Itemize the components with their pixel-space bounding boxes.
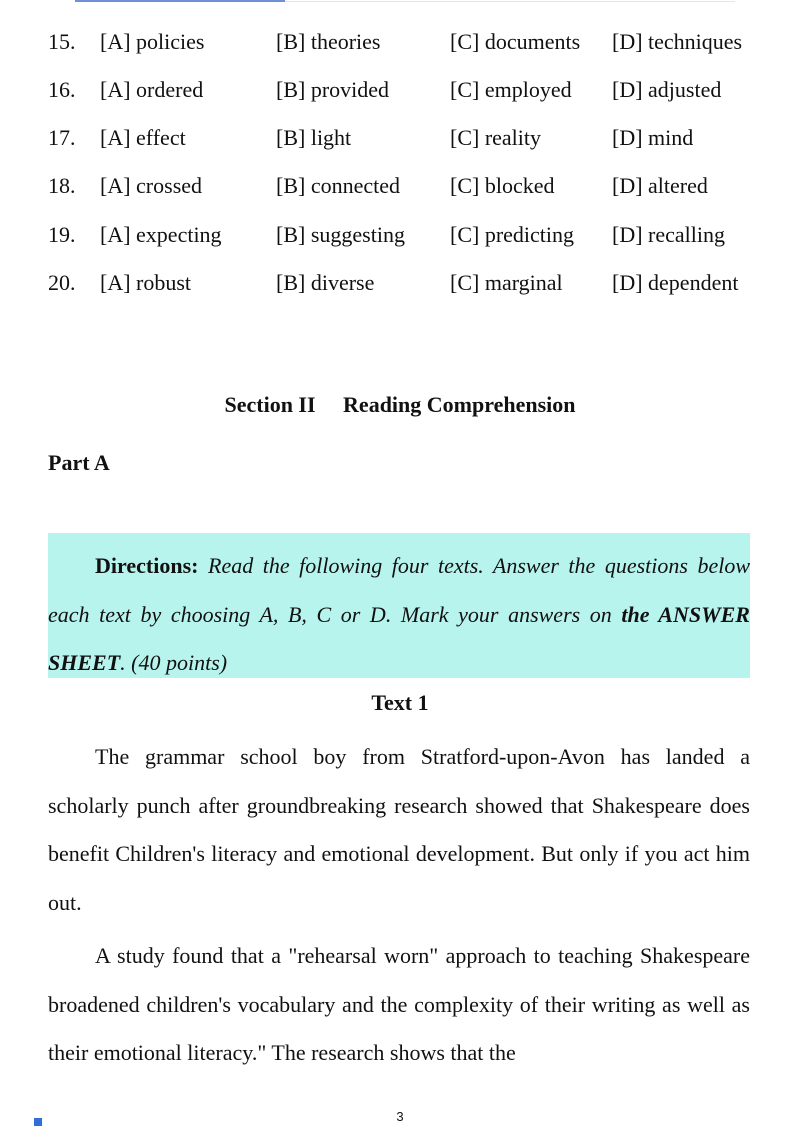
option-a: [A] effect xyxy=(100,125,186,150)
question-row-15 xyxy=(48,27,768,57)
directions-points: . (40 points) xyxy=(120,650,228,675)
directions-label: Directions: xyxy=(95,553,199,578)
directions-text: Read the following four texts. Answer the questions below each text by choosing A, B, C or D. Mark your answers on xyxy=(48,553,751,627)
option-b: [B] light xyxy=(276,125,352,150)
option-d: [D] dependent xyxy=(612,270,739,295)
paragraph-text: A study found that a "rehearsal worn" approach to teaching Shakespeare broadened children's vocabulary and the complexity of their writing as well as their emotional literacy." The research shows that the xyxy=(48,943,750,1065)
option-d: [D] altered xyxy=(612,173,708,198)
option-a: [A] crossed xyxy=(100,173,203,198)
question-row-19 xyxy=(48,220,768,250)
option-a: [A] expecting xyxy=(100,222,222,247)
option-a: [A] robust xyxy=(100,270,192,295)
question-row-16 xyxy=(48,75,768,105)
question-number: 16. xyxy=(48,77,76,102)
page-number: 3 xyxy=(396,1109,404,1124)
paragraph xyxy=(48,932,750,1078)
option-d: [D] adjusted xyxy=(612,77,722,102)
option-b: [B] theories xyxy=(276,29,381,54)
option-c: [C] employed xyxy=(450,77,572,102)
question-number: 15. xyxy=(48,29,76,54)
option-c: [C] documents xyxy=(450,29,581,54)
option-b: [B] suggesting xyxy=(276,222,405,247)
option-c: [C] marginal xyxy=(450,270,563,295)
question-number: 18. xyxy=(48,173,76,198)
option-b: [B] connected xyxy=(276,173,400,198)
part-title: Part A xyxy=(48,450,110,475)
question-row-20 xyxy=(48,268,768,298)
option-c: [C] blocked xyxy=(450,173,555,198)
paragraph-text: The grammar school boy from Stratford-upon-Avon has landed a scholarly punch after groundbreaking research showed that Shakespeare does benefit Children's literacy and emotional development. But only if you act him out. xyxy=(48,744,750,915)
option-d: [D] recalling xyxy=(612,222,725,247)
option-c: [C] predicting xyxy=(450,222,575,247)
directions-box xyxy=(48,533,750,678)
option-b: [B] provided xyxy=(276,77,390,102)
option-b: [B] diverse xyxy=(276,270,375,295)
option-a: [A] policies xyxy=(100,29,205,54)
option-d: [D] mind xyxy=(612,125,694,150)
top-rule xyxy=(75,0,285,2)
top-rule-faint xyxy=(285,1,735,2)
question-number: 20. xyxy=(48,270,76,295)
section-number: Section II xyxy=(224,392,316,417)
option-c: [C] reality xyxy=(450,125,542,150)
question-row-18 xyxy=(48,171,768,201)
question-number: 17. xyxy=(48,125,76,150)
option-a: [A] ordered xyxy=(100,77,204,102)
directions-answer-sheet: the ANSWER SHEET xyxy=(48,601,750,675)
section-title: Reading Comprehension xyxy=(343,392,576,417)
question-number: 19. xyxy=(48,222,76,247)
question-row-17 xyxy=(48,123,768,153)
corner-marker-icon xyxy=(34,1118,42,1126)
section-heading xyxy=(0,390,800,420)
text-title: Text 1 xyxy=(371,690,429,715)
option-d: [D] techniques xyxy=(612,29,743,54)
paragraph xyxy=(48,733,750,927)
